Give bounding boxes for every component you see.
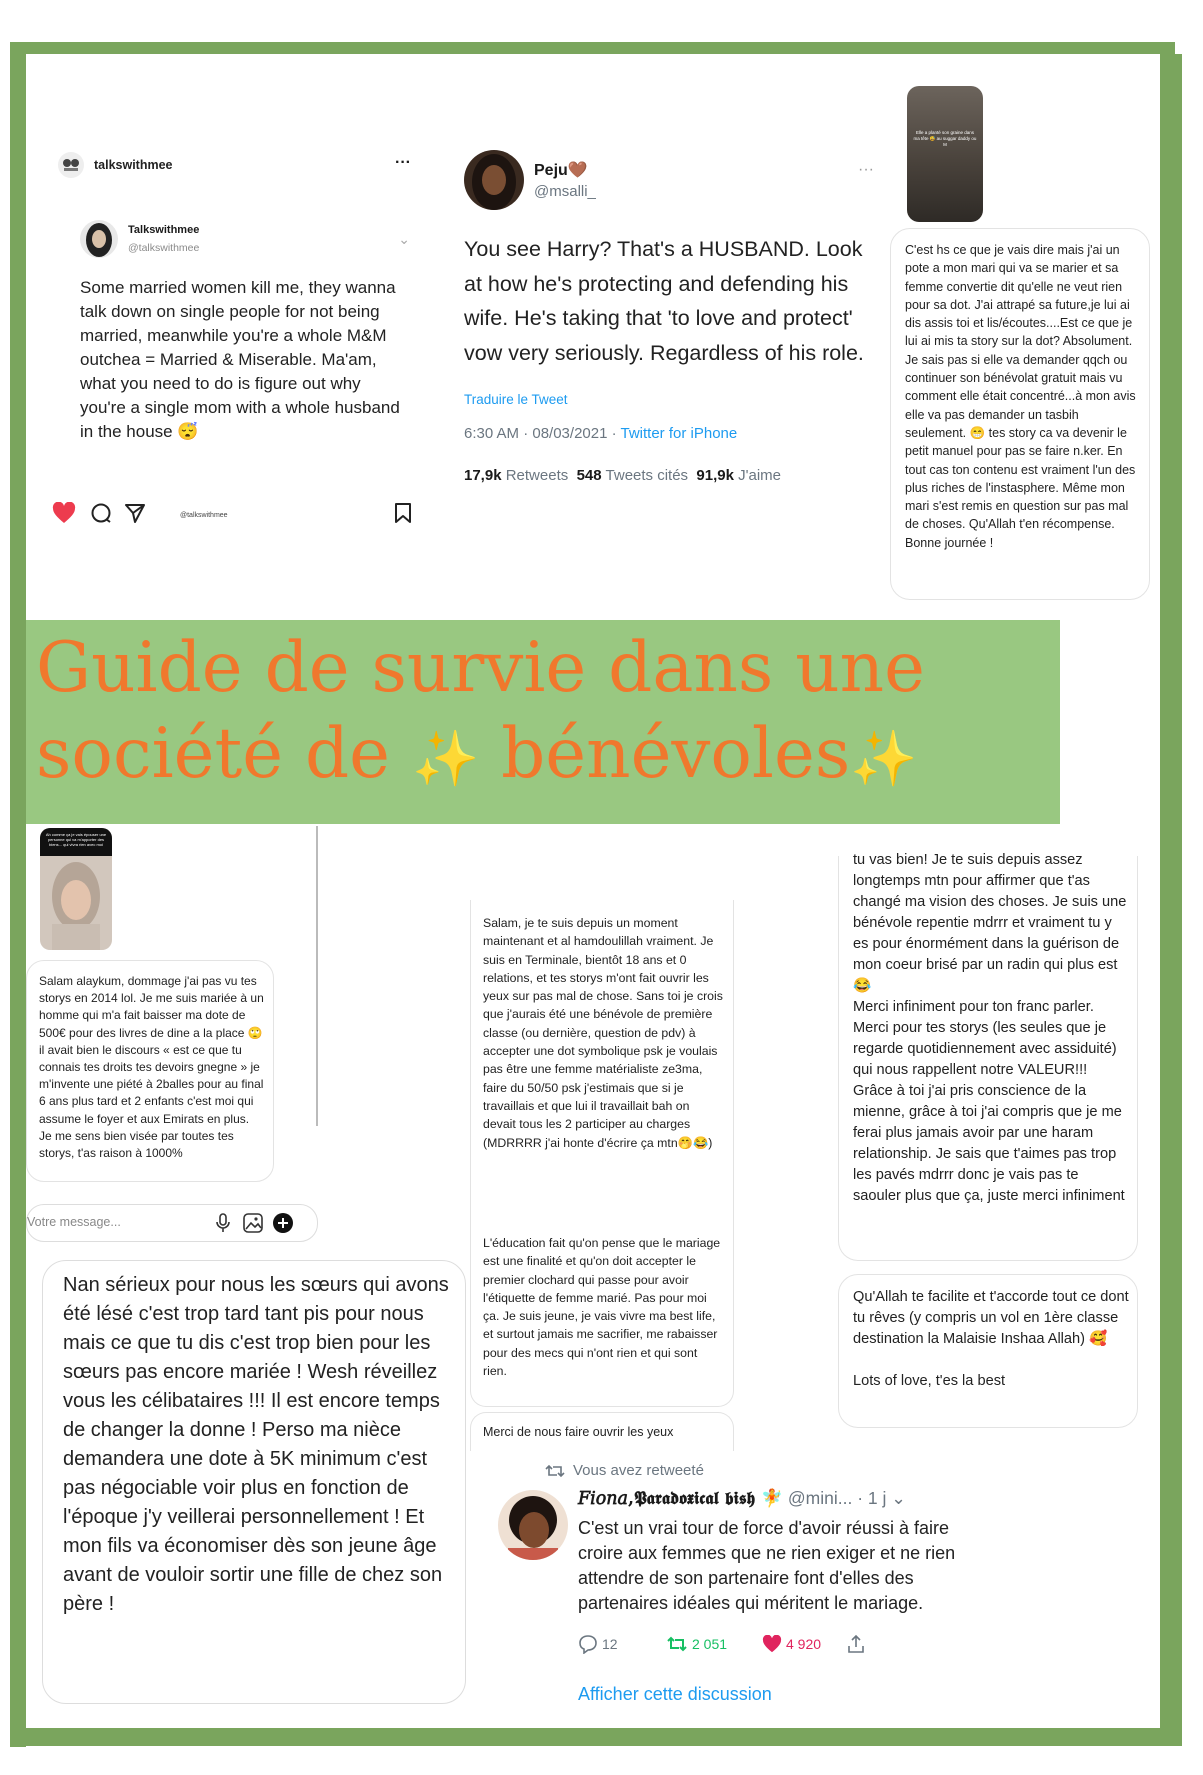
green-frame-right (1160, 54, 1182, 1744)
tweet-avatar[interactable] (464, 150, 524, 210)
tweet-text: Some married women kill me, they wanna talk down on single people for not being married, meanwhile you're a whole M&M outchea = Married & Miserable. Ma'am, what you need to do is figure out why you're a single mom with a whole husband in the house 😴 (80, 278, 400, 441)
message-bubble (838, 852, 1138, 1261)
instagram-post-header (58, 152, 173, 178)
tweet-actions (578, 1634, 866, 1654)
tweet-author-name[interactable]: 𝐹𝑖𝑜𝑛𝑎,𝕻𝖆𝖗𝖆𝖉𝖔𝖝𝖎𝖈𝖆𝖑 𝖇𝖎𝖘𝖍 🧚 (578, 1489, 784, 1509)
quotes-label[interactable]: Tweets cités (605, 467, 689, 484)
microphone-icon[interactable] (215, 1213, 231, 1233)
retweets-label[interactable]: Retweets (505, 467, 569, 484)
green-frame-top (10, 42, 1175, 54)
instagram-actions (52, 502, 412, 524)
tweet-timestamp-row (464, 425, 874, 442)
more-options-icon[interactable]: ··· (858, 161, 874, 178)
message-bubble (26, 960, 274, 1182)
tweet-author-name[interactable]: Peju🤎 (534, 162, 588, 179)
tweet-avatar (80, 220, 118, 258)
comment-icon[interactable] (90, 502, 112, 524)
account-name[interactable]: talkswithmee (94, 158, 173, 172)
more-options-icon[interactable]: ··· (395, 154, 411, 171)
tweet-timestamp: 6:30 AM · 08/03/2021 · (464, 425, 621, 442)
quotes-count[interactable]: 548 (576, 467, 602, 484)
tweet-stats (464, 467, 874, 484)
story-thumbnail-caption: Elle a planté son graine dans ma tête 😅 au suggar daddy ou M (913, 130, 977, 147)
banner-title-line-2 (36, 714, 918, 799)
sparkles-icon: ✨ (411, 727, 480, 790)
story-thumbnail[interactable] (40, 828, 112, 950)
image-icon[interactable] (243, 1213, 263, 1233)
account-avatar[interactable] (58, 152, 84, 178)
message-bubble (890, 228, 1150, 600)
dm-left (28, 826, 318, 1246)
tweet-time: · 1 j (857, 1488, 887, 1508)
story-reply-top-right (890, 86, 1155, 596)
message-bubble (470, 900, 734, 1407)
tweet-avatar[interactable] (498, 1490, 568, 1560)
add-icon[interactable] (272, 1212, 294, 1234)
tweet-text: C'est un vrai tour de force d'avoir réussi à faire croire aux femmes que ne rien exiger et ne rien attendre de son partenaire font d'elles des partenaires idéales qui méritent le mariage. (578, 1518, 956, 1613)
message-text: Merci de nous faire ouvrir les yeux (483, 1425, 674, 1439)
story-thumbnail-caption: Ah comme ça je vais épouser une personne qui va m'apporter des biens... qui vivra rien avec moi (45, 832, 107, 847)
instagram-post (40, 120, 420, 600)
message-text: tu vas bien! Je te suis depuis assez longtemps mtn pour affirmer que t'as changé ma vision des choses. Je suis une bénévole repentie mdrrr et vraiment tu y es pour énormément dans la guérison de mon coeur brisé par un radin qui plus est 😂 Merci infiniment pour ton franc parler. Merci pour tes storys (les seules que je regarde quotidiennement avec assiduité) qui nous rappellent notre VALEUR!!! Grâce à toi j'ai pris conscience de la mienne, grâce à toi j'ai compris que je me ferai plus jamais avoir par une haram relationship. Je sais que t'aimes pas trop les pavés mdrrr donc je vais pas te saouler plus que ça, juste merci infiniment (853, 852, 1127, 1204)
green-frame-bottom (10, 1728, 1182, 1746)
likes-label[interactable]: J'aime (738, 467, 782, 484)
retweeted-indicator (545, 1462, 704, 1479)
show-thread-link[interactable]: Afficher cette discussion (578, 1684, 772, 1704)
dm-middle (470, 900, 734, 1439)
dm-right (838, 852, 1143, 1446)
tweet-author-name: Talkswithmee (128, 224, 200, 236)
bookmark-icon[interactable] (394, 502, 412, 524)
retweeted-label: Vous avez retweeté (573, 1462, 704, 1479)
like-icon[interactable] (762, 1635, 782, 1653)
chevron-down-icon: ⌄ (398, 230, 410, 247)
banner-title-part-2: bénévoles (501, 714, 851, 794)
reply-icon[interactable] (578, 1634, 598, 1654)
share-icon[interactable] (846, 1634, 866, 1654)
retweet-count: 2 051 (692, 1636, 728, 1652)
sparkles-icon: ✨ (850, 727, 918, 790)
message-bubble-2 (838, 1274, 1138, 1428)
chevron-down-icon[interactable]: ⌄ (891, 1488, 906, 1508)
tweet-author-handle[interactable]: @mini... (787, 1488, 853, 1508)
green-frame-left (10, 42, 26, 1747)
share-icon[interactable] (124, 502, 146, 524)
tweet-text: You see Harry? That's a HUSBAND. Look at how he's protecting and defending his wife. He's taking that 'to love and protect' vow very seriously. Regardless of his role. (464, 237, 864, 365)
tweet-client-link[interactable]: Twitter for iPhone (620, 425, 738, 442)
like-count: 4 920 (786, 1636, 822, 1652)
retweet-header (578, 1488, 988, 1509)
tweet-author-handle: @talkswithmee (128, 242, 200, 254)
story-thumbnail[interactable] (907, 86, 983, 222)
banner-title-line-1: Guide de survie dans une (36, 628, 925, 708)
tweet-author-handle[interactable]: @msalli_ (534, 183, 596, 200)
tweet-peju (464, 150, 874, 530)
retweet-icon (545, 1463, 565, 1479)
comment-text: Nan sérieux pour nous les sœurs qui avons été lésé c'est trop tard tant pis pour nous mais ce que tu dis c'est trop bien pour les sœurs pas encore mariée ! Wesh réveillez vous les célibataires !!! Il est encore temps de changer la donne ! Perso ma nièce demandera une dote à 5K minimum c'est pas négociable voir plus en fonction de l'époque j'y veillerai personnellement ! Et mon fils va économiser dès son jeune âge avant de vouloir sortir une fille de chez son père ! (63, 1274, 449, 1615)
translate-link[interactable]: Traduire le Tweet (464, 392, 568, 407)
message-input-bar[interactable] (26, 1204, 318, 1242)
banner-title-part-1: société de (36, 714, 412, 794)
message-text-paragraph-1: Salam, je te suis depuis un moment maintenant et al hamdoulillah vraiment. Je suis en Terminale, bientôt 18 ans et 0 relations, et tes storys m'ont fait ouvrir les yeux sur pas mal de chose. Sans toi je crois que j'aurais été une bénévole de première classe (ou dernière, question de pdv) à accepter une dot symbolique psk je voulais pas être une femme matérialiste ze3ma, faire du 50/50 psk j'estimais que si je travaillais et que lui il travaillait bah on devait tous les 2 participer au charges (MDRRRR j'ai honte d'écrire ça mtn🤭😂) (483, 916, 723, 1150)
divider-line (316, 826, 318, 1126)
message-text: Qu'Allah te facilite et t'accorde tout ce dont tu rêves (y compris un vol en 1ère classe destination la Malaisie Inshaa Allah) 🥰 Lots of love, t'es la best (853, 1289, 1129, 1389)
message-text: Salam alaykum, dommage j'ai pas vu tes storys en 2014 lol. Je me suis mariée à un homme qui m'a fait baisser ma dote de 500€ pour des livres de dine a la place 🙄 il avait bien le discours « est ce que tu connais tes droits tes devoirs gnegne » je m'invente une piété à 2balles pour au final 6 ans plus tard et 2 enfants c'est moi qui assume le foyer et aux Emirats en plus. Je me sens bien visée par toutes tes storys, t'as raison à 1000% (39, 974, 264, 1161)
message-text-paragraph-2: L'éducation fait qu'on pense que le mariage est une finalité et qu'on doit accepter le premier clochard qui passe pour avoir l'étiquette de femme marié. Pas pour moi ça. Je suis jeune, je vais vivre ma best life, et surtout jamais me sacrifier, me rabaisser pour des mecs qui n'ont rien et qui sont rien. (483, 1236, 721, 1379)
likes-count[interactable]: 91,9k (696, 467, 734, 484)
title-banner (26, 620, 1060, 824)
retweets-count[interactable]: 17,9k (464, 467, 502, 484)
message-bubble-2 (470, 1412, 734, 1451)
message-text: C'est hs ce que je vais dire mais j'ai un pote a mon mari qui va se marier et sa femme convertie dit qu'elle ne veut rien pour sa dot. J'ai attrapé sa future,je lui ai dis assis toi et lis/écoutes....Est ce que je lui ai mis ta story sur la dot? Absolument. Je sais pas si elle va demander qqch ou continuer son bénévolat gratuit mais vu comment elle était concentré...à mon avis elle va pas demander un tasbih seulement. 😁 tes story ca va devenir le petit manuel pour pas se faire n.ker. En tout cas ton contenu est vraiment l'un des plus riches de l'instasphere. Même mon mari s'est remis en question sur pas mal de choses. Qu'Allah t'en récompense. Bonne journée ! (905, 243, 1136, 550)
heart-icon[interactable] (52, 502, 76, 524)
retweet-card (490, 1462, 990, 1722)
reply-count: 12 (602, 1636, 618, 1652)
comment-bubble (42, 1260, 466, 1704)
retweet-icon[interactable] (666, 1635, 688, 1653)
message-input[interactable]: Votre message... (27, 1215, 121, 1229)
tweet-screenshot (80, 220, 410, 519)
watermark: @talkswithmee (180, 512, 228, 519)
